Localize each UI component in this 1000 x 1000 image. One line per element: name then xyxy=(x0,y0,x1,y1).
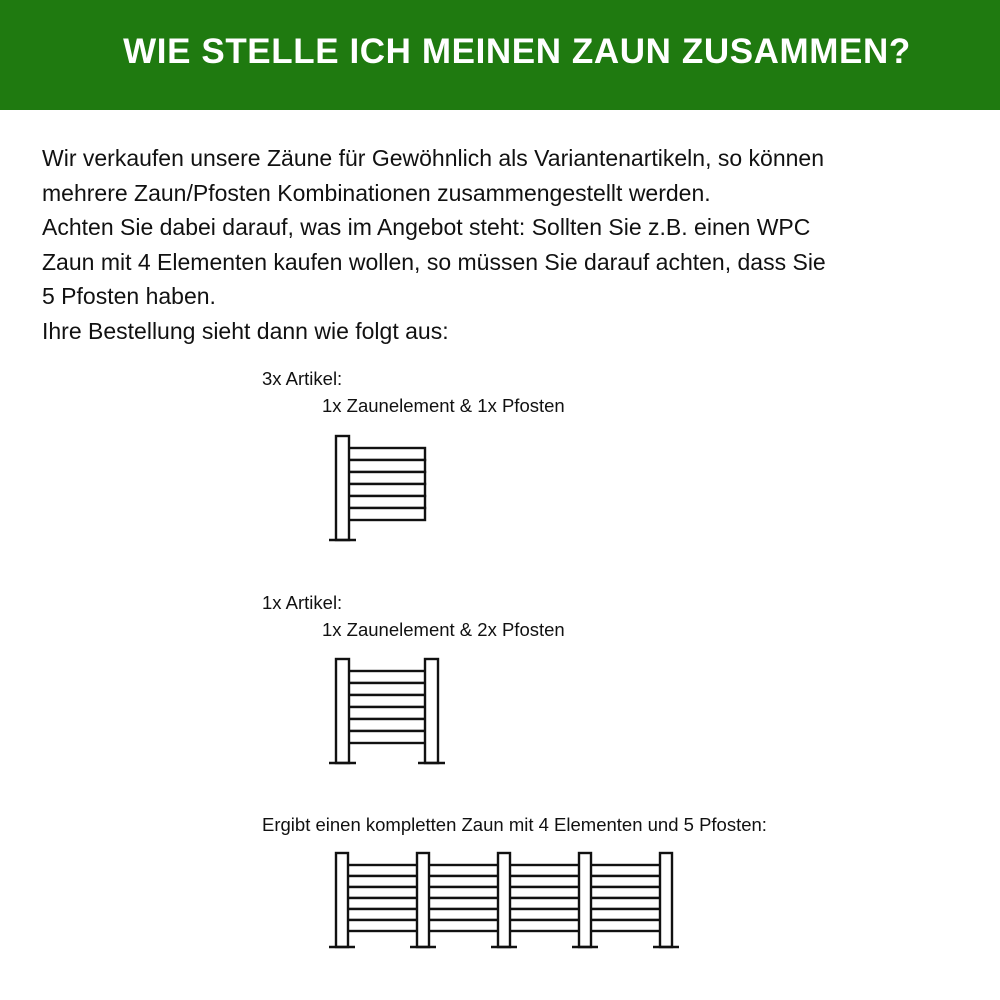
fence-board xyxy=(509,898,580,909)
fence-board xyxy=(348,683,426,695)
fence-board xyxy=(428,865,499,876)
article1-quantity-label: 3x Artikel: xyxy=(262,368,343,389)
fence-board xyxy=(347,898,418,909)
fence-board xyxy=(428,887,499,898)
fence-board xyxy=(428,876,499,887)
intro-line: Zaun mit 4 Elementen kaufen wollen, so müssen Sie darauf achten, dass Sie xyxy=(42,248,826,275)
fence-board xyxy=(347,865,418,876)
intro-line: mehrere Zaun/Pfosten Kombinationen zusammengestellt werden. xyxy=(42,179,711,206)
fence-board xyxy=(348,508,425,520)
fence-board xyxy=(428,920,499,931)
fence-board xyxy=(428,898,499,909)
fence-board xyxy=(348,460,425,472)
fence-board xyxy=(509,876,580,887)
fence-board xyxy=(348,496,425,508)
intro-text xyxy=(42,141,982,348)
fence-post xyxy=(336,436,349,540)
fence-post xyxy=(425,659,438,763)
fence-board xyxy=(347,887,418,898)
fence-board xyxy=(348,731,426,743)
page-title: WIE STELLE ICH MEINEN ZAUN ZUSAMMEN? xyxy=(123,32,911,71)
fence-diagram-article2 xyxy=(320,652,460,767)
intro-line: Achten Sie dabei darauf, was im Angebot steht: Sollten Sie z.B. einen WPC xyxy=(42,214,811,240)
fence-post xyxy=(336,853,348,947)
fence-post xyxy=(417,853,429,947)
intro-line: Wir verkaufen unsere Zäune für Gewöhnlich als Variantenartikeln, so können xyxy=(42,145,824,171)
fence-board xyxy=(590,909,661,920)
fence-board xyxy=(590,898,661,909)
header-banner xyxy=(0,0,1000,110)
fence-board xyxy=(347,876,418,887)
fence-board xyxy=(509,920,580,931)
fence-board xyxy=(590,887,661,898)
fence-board xyxy=(428,909,499,920)
fence-board xyxy=(347,920,418,931)
fence-diagram-complete xyxy=(320,846,700,958)
result-label: Ergibt einen kompletten Zaun mit 4 Elementen und 5 Pfosten: xyxy=(262,814,767,835)
fence-post xyxy=(579,853,591,947)
article1-content-label: 1x Zaunelement & 1x Pfosten xyxy=(322,395,565,416)
intro-line: 5 Pfosten haben. xyxy=(42,283,216,309)
fence-board xyxy=(348,448,425,460)
fence-board xyxy=(590,876,661,887)
fence-post xyxy=(660,853,672,947)
fence-board xyxy=(348,671,426,683)
intro-line: Ihre Bestellung sieht dann wie folgt aus: xyxy=(42,317,449,344)
fence-board xyxy=(590,920,661,931)
fence-board xyxy=(348,707,426,719)
fence-board xyxy=(509,865,580,876)
fence-board xyxy=(347,909,418,920)
fence-board xyxy=(509,909,580,920)
fence-board xyxy=(348,484,425,496)
fence-diagram-article1 xyxy=(320,430,450,545)
fence-board xyxy=(348,472,425,484)
fence-post xyxy=(498,853,510,947)
article2-quantity-label: 1x Artikel: xyxy=(262,592,343,613)
fence-board xyxy=(590,865,661,876)
fence-post xyxy=(336,659,349,763)
article2-content-label: 1x Zaunelement & 2x Pfosten xyxy=(322,619,565,640)
fence-board xyxy=(348,695,426,707)
fence-board xyxy=(348,719,426,731)
fence-board xyxy=(509,887,580,898)
